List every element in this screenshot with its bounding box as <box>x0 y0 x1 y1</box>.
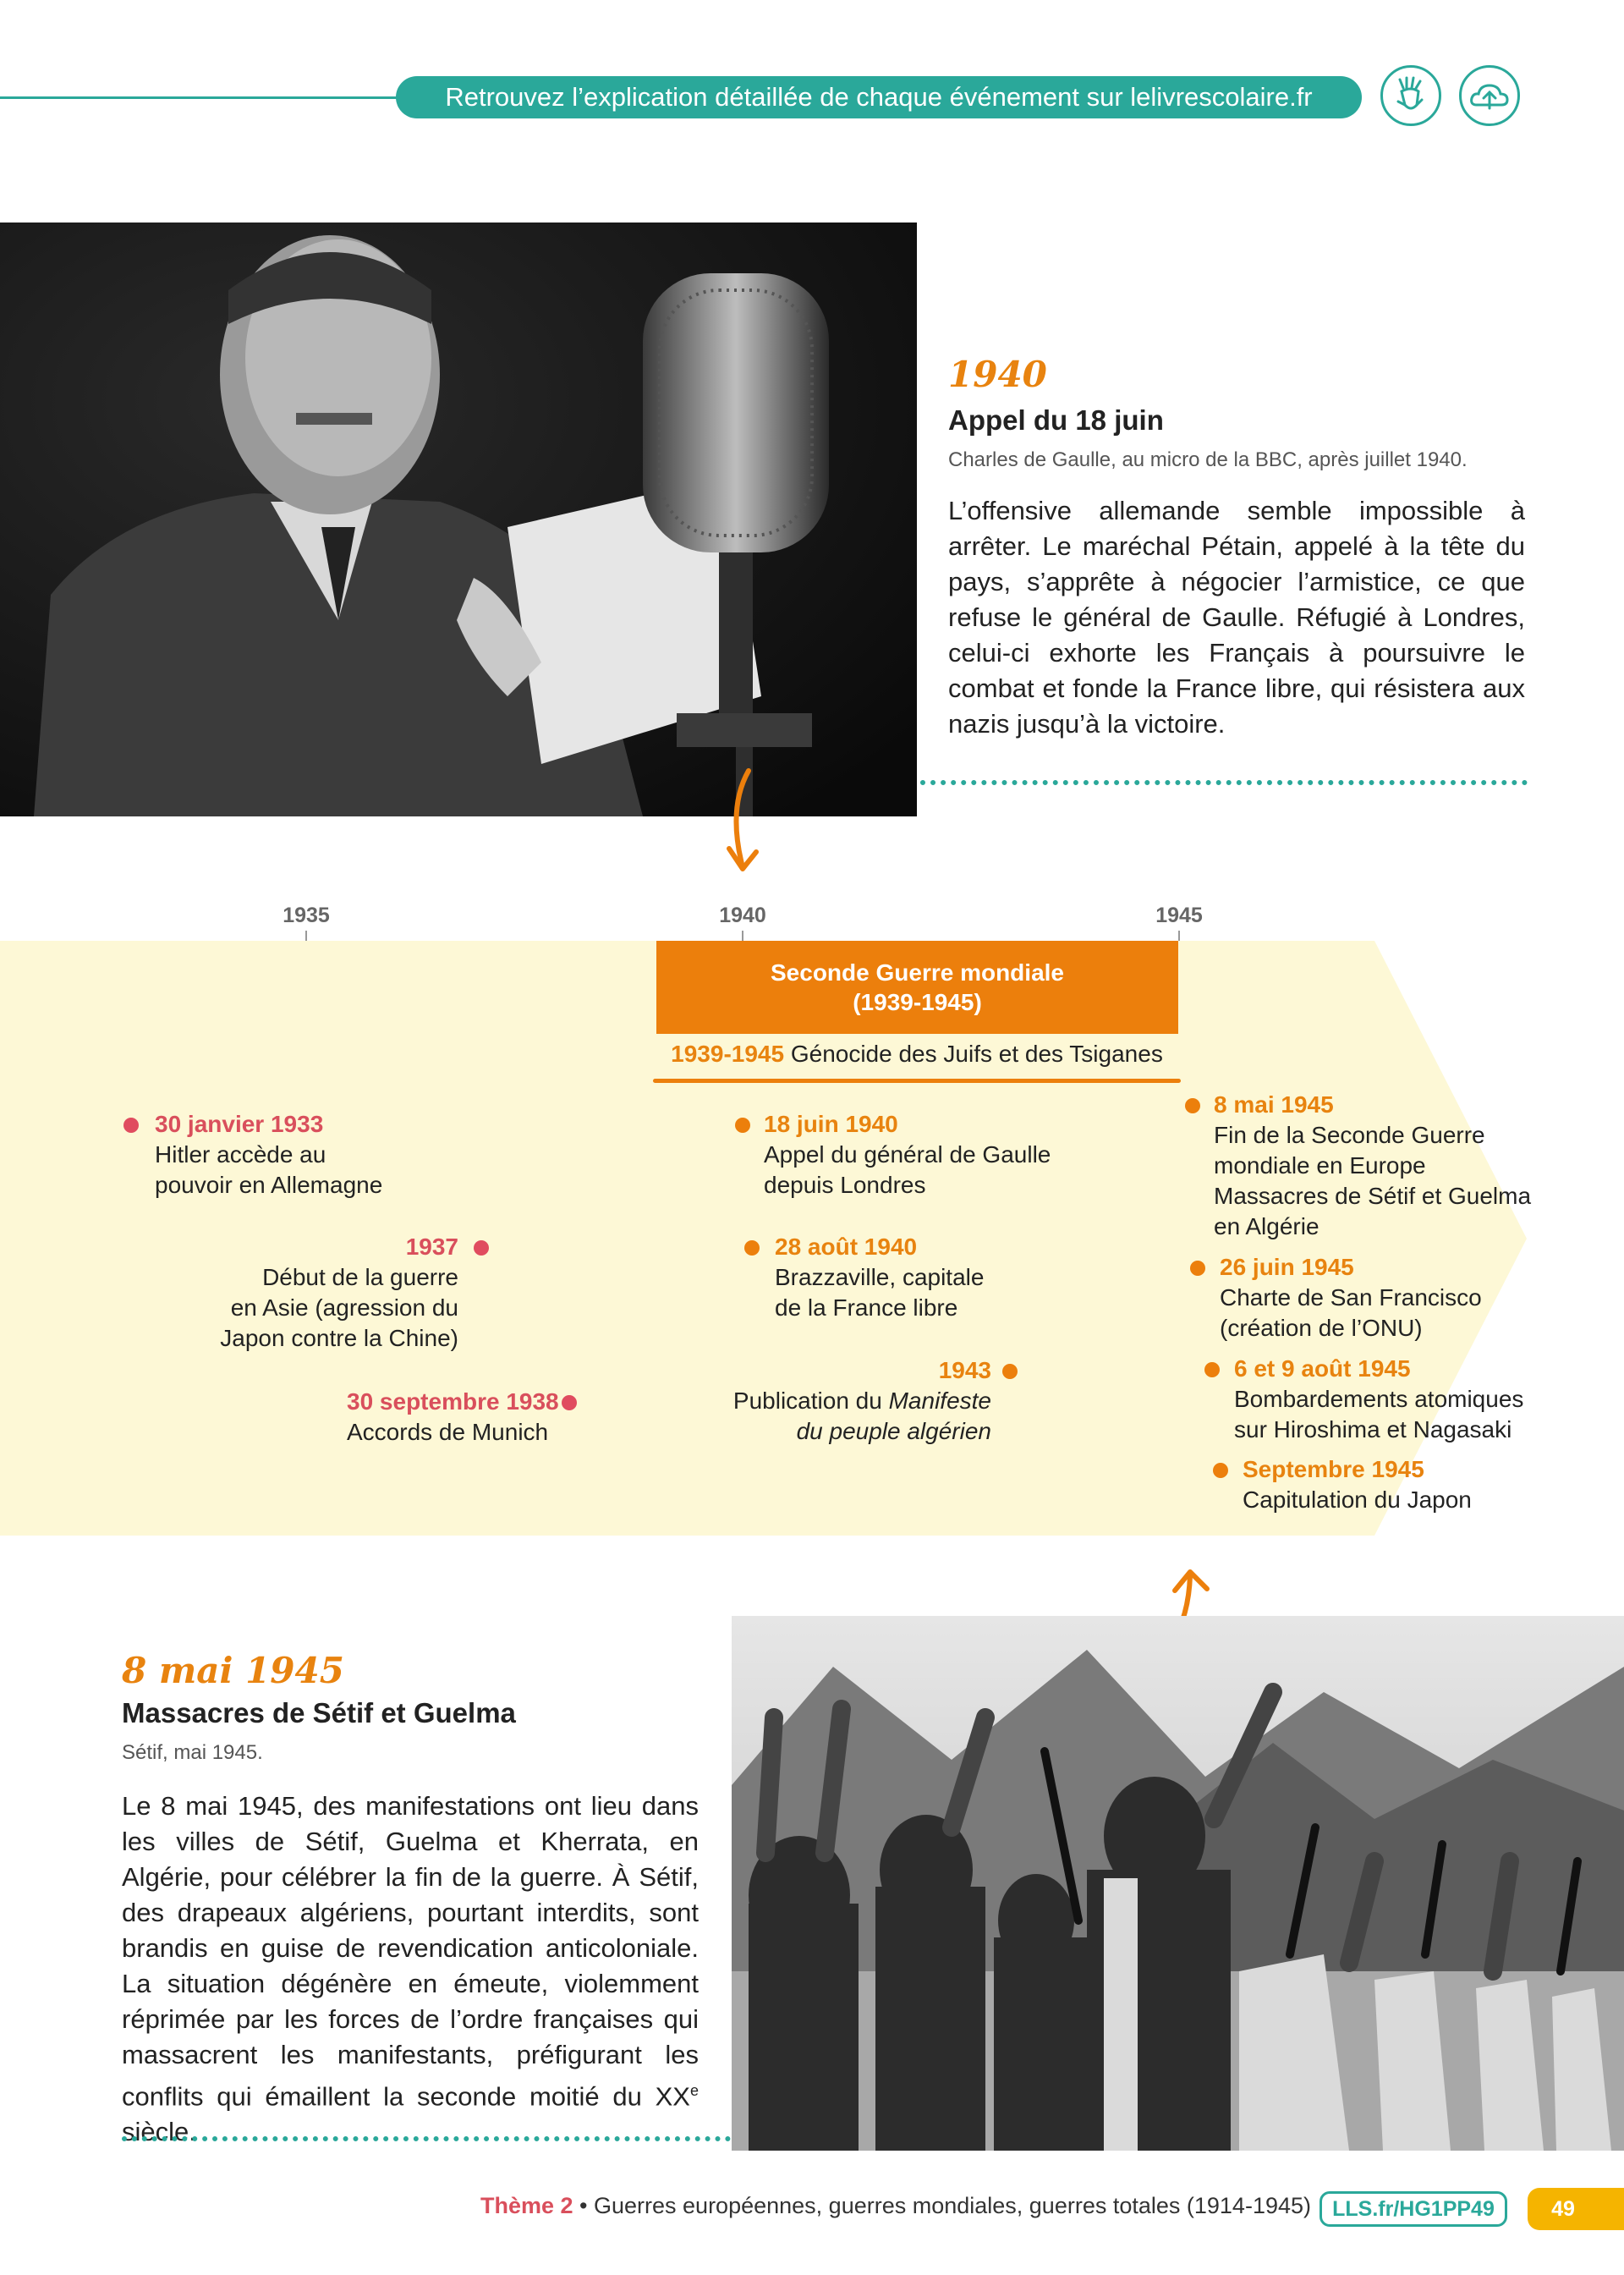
header-rule <box>0 96 406 99</box>
event-text: Fin de la Seconde Guerre <box>1214 1122 1485 1148</box>
event-text-italic: Manifeste <box>888 1388 991 1414</box>
genocide-period-bar <box>653 1079 1181 1083</box>
setif-crowd-photo <box>732 1616 1624 2151</box>
event-text: Japon contre la Chine) <box>220 1325 458 1351</box>
event-date: 1937 <box>405 1234 458 1260</box>
timeline-event-18-juin-1940 <box>764 1109 1051 1201</box>
tick-mark-1940 <box>742 931 743 941</box>
tick-1940: 1940 <box>719 904 766 927</box>
tick-1945: 1945 <box>1155 904 1203 927</box>
footer-theme-text: • Guerres européennes, guerres mondiales, guerres totales (1914-1945) <box>573 2193 1311 2218</box>
event-date: 1943 <box>938 1357 991 1383</box>
event-text: Massacres de Sétif et Guelma <box>1214 1183 1532 1209</box>
event-text: en Asie (agression du <box>230 1294 458 1321</box>
event-text: Début de la guerre <box>262 1264 458 1290</box>
event-text: depuis Londres <box>764 1172 926 1198</box>
event-date: 6 et 9 août 1945 <box>1234 1355 1411 1382</box>
event-bottom-body-end: siècle. <box>122 2117 196 2147</box>
event-top-year: 1940 <box>948 354 1047 395</box>
ww2-title: Seconde Guerre mondiale <box>771 959 1064 986</box>
timeline-event-aout-1945 <box>1234 1354 1523 1445</box>
ww2-years: (1939-1945) <box>853 989 982 1015</box>
timeline-event-28-aout-1940 <box>775 1232 984 1323</box>
genocide-text: Génocide des Juifs et des Tsiganes <box>790 1041 1163 1067</box>
event-text: mondiale en Europe <box>1214 1152 1426 1179</box>
timeline-event-1938 <box>347 1387 559 1448</box>
footer-lls-link[interactable]: LLS.fr/HG1PP49 <box>1320 2191 1507 2227</box>
event-dot <box>1002 1364 1018 1379</box>
event-text: de la France libre <box>775 1294 958 1321</box>
tick-1935: 1935 <box>283 904 330 927</box>
event-date: 26 juin 1945 <box>1220 1254 1354 1280</box>
tick-mark-1945 <box>1178 931 1180 941</box>
deer-hand-icon[interactable] <box>1380 65 1441 126</box>
event-dot <box>1204 1362 1220 1377</box>
footer-theme-line <box>480 2193 1311 2219</box>
header-banner[interactable]: Retrouvez l’explication détaillée de chaque événement sur lelivrescolaire.fr <box>396 76 1362 118</box>
timeline-event-1933 <box>155 1109 382 1201</box>
event-dot <box>562 1395 577 1410</box>
event-top-title: Appel du 18 juin <box>948 404 1164 436</box>
upload-cloud-icon[interactable] <box>1459 65 1520 126</box>
event-text: en Algérie <box>1214 1213 1320 1239</box>
event-text: Brazzaville, capitale <box>775 1264 985 1290</box>
timeline-event-26-juin-1945 <box>1220 1252 1482 1344</box>
timeline-event-septembre-1945 <box>1243 1454 1472 1515</box>
event-top-dotted-rule <box>920 780 1528 785</box>
event-dot <box>744 1240 760 1256</box>
event-dot <box>474 1240 489 1256</box>
page-number: 49 <box>1528 2188 1624 2230</box>
event-date: 8 mai 1945 <box>1214 1091 1334 1118</box>
event-text: Hitler accède au <box>155 1141 326 1168</box>
timeline-event-8-mai-1945 <box>1214 1090 1531 1242</box>
event-dot <box>1185 1098 1200 1113</box>
event-top-body: L’offensive allemande semble impossible à arrêter. Le maréchal Pétain, appelé à la tête du pays, s’apprête à négocier l’armistice, ce que refuse le général de Gaulle. Réfugié à Londres, celui-ci exhorte les Français à poursuivre le combat et fonde la France libre, qui résistera aux nazis jusqu’à la victoire. <box>948 496 1525 739</box>
event-dot <box>1213 1463 1228 1478</box>
event-bottom-dotted-rule <box>122 2136 731 2141</box>
event-dot <box>123 1118 139 1133</box>
event-dot <box>1190 1261 1205 1276</box>
genocide-years: 1939-1945 <box>671 1041 785 1067</box>
tick-mark-1935 <box>305 931 307 941</box>
event-bottom-title: Massacres de Sétif et Guelma <box>122 1697 516 1728</box>
event-date: 28 août 1940 <box>775 1234 918 1260</box>
event-text: Publication du <box>732 1388 889 1414</box>
event-text: Charte de San Francisco <box>1220 1284 1482 1311</box>
event-date: 18 juin 1940 <box>764 1111 898 1137</box>
event-text: sur Hiroshima et Nagasaki <box>1234 1416 1512 1442</box>
event-text: Bombardements atomiques <box>1234 1386 1524 1412</box>
event-date: 30 septembre 1938 <box>347 1388 559 1415</box>
timeline-event-1943 <box>677 1355 991 1447</box>
arrow-down-icon <box>719 766 770 880</box>
de-gaulle-bbc-photo <box>0 223 917 816</box>
timeline-event-1937 <box>152 1232 458 1354</box>
genocide-label <box>653 1041 1181 1068</box>
event-bottom-body <box>122 1789 699 2150</box>
event-bottom-caption: Sétif, mai 1945. <box>122 1741 263 1764</box>
ww2-period-box <box>656 941 1178 1034</box>
superscript: e <box>689 2082 699 2099</box>
event-bottom-year: 8 mai 1945 <box>122 1650 344 1691</box>
event-text: (création de l’ONU) <box>1220 1315 1423 1341</box>
event-date: Septembre 1945 <box>1243 1456 1424 1482</box>
event-dot <box>735 1118 750 1133</box>
event-text: Capitulation du Japon <box>1243 1486 1472 1513</box>
event-text: Accords de Munich <box>347 1419 549 1445</box>
event-text: Appel du général de Gaulle <box>764 1141 1051 1168</box>
event-text: pouvoir en Allemagne <box>155 1172 383 1198</box>
event-text-italic: du peuple algérien <box>796 1418 991 1444</box>
event-bottom-body-text: Le 8 mai 1945, des manifestations ont lieu dans les villes de Sétif, Guelma et Kherrata, en Algérie, pour célébrer la fin de la guerre. À Sétif, des drapeaux algériens, pourtant interdits, sont brandis en guise de revendication anticoloniale. La situation dégénère en émeute, violemment réprimée par les forces de l’ordre françaises qui massacrent les manifestants, préfigurant les conflits qui émaillent la seconde moitié du XX <box>122 1791 699 2112</box>
footer-theme: Thème 2 <box>480 2193 573 2218</box>
event-top-caption: Charles de Gaulle, au micro de la BBC, après juillet 1940. <box>948 448 1468 471</box>
event-date: 30 janvier 1933 <box>155 1111 324 1137</box>
